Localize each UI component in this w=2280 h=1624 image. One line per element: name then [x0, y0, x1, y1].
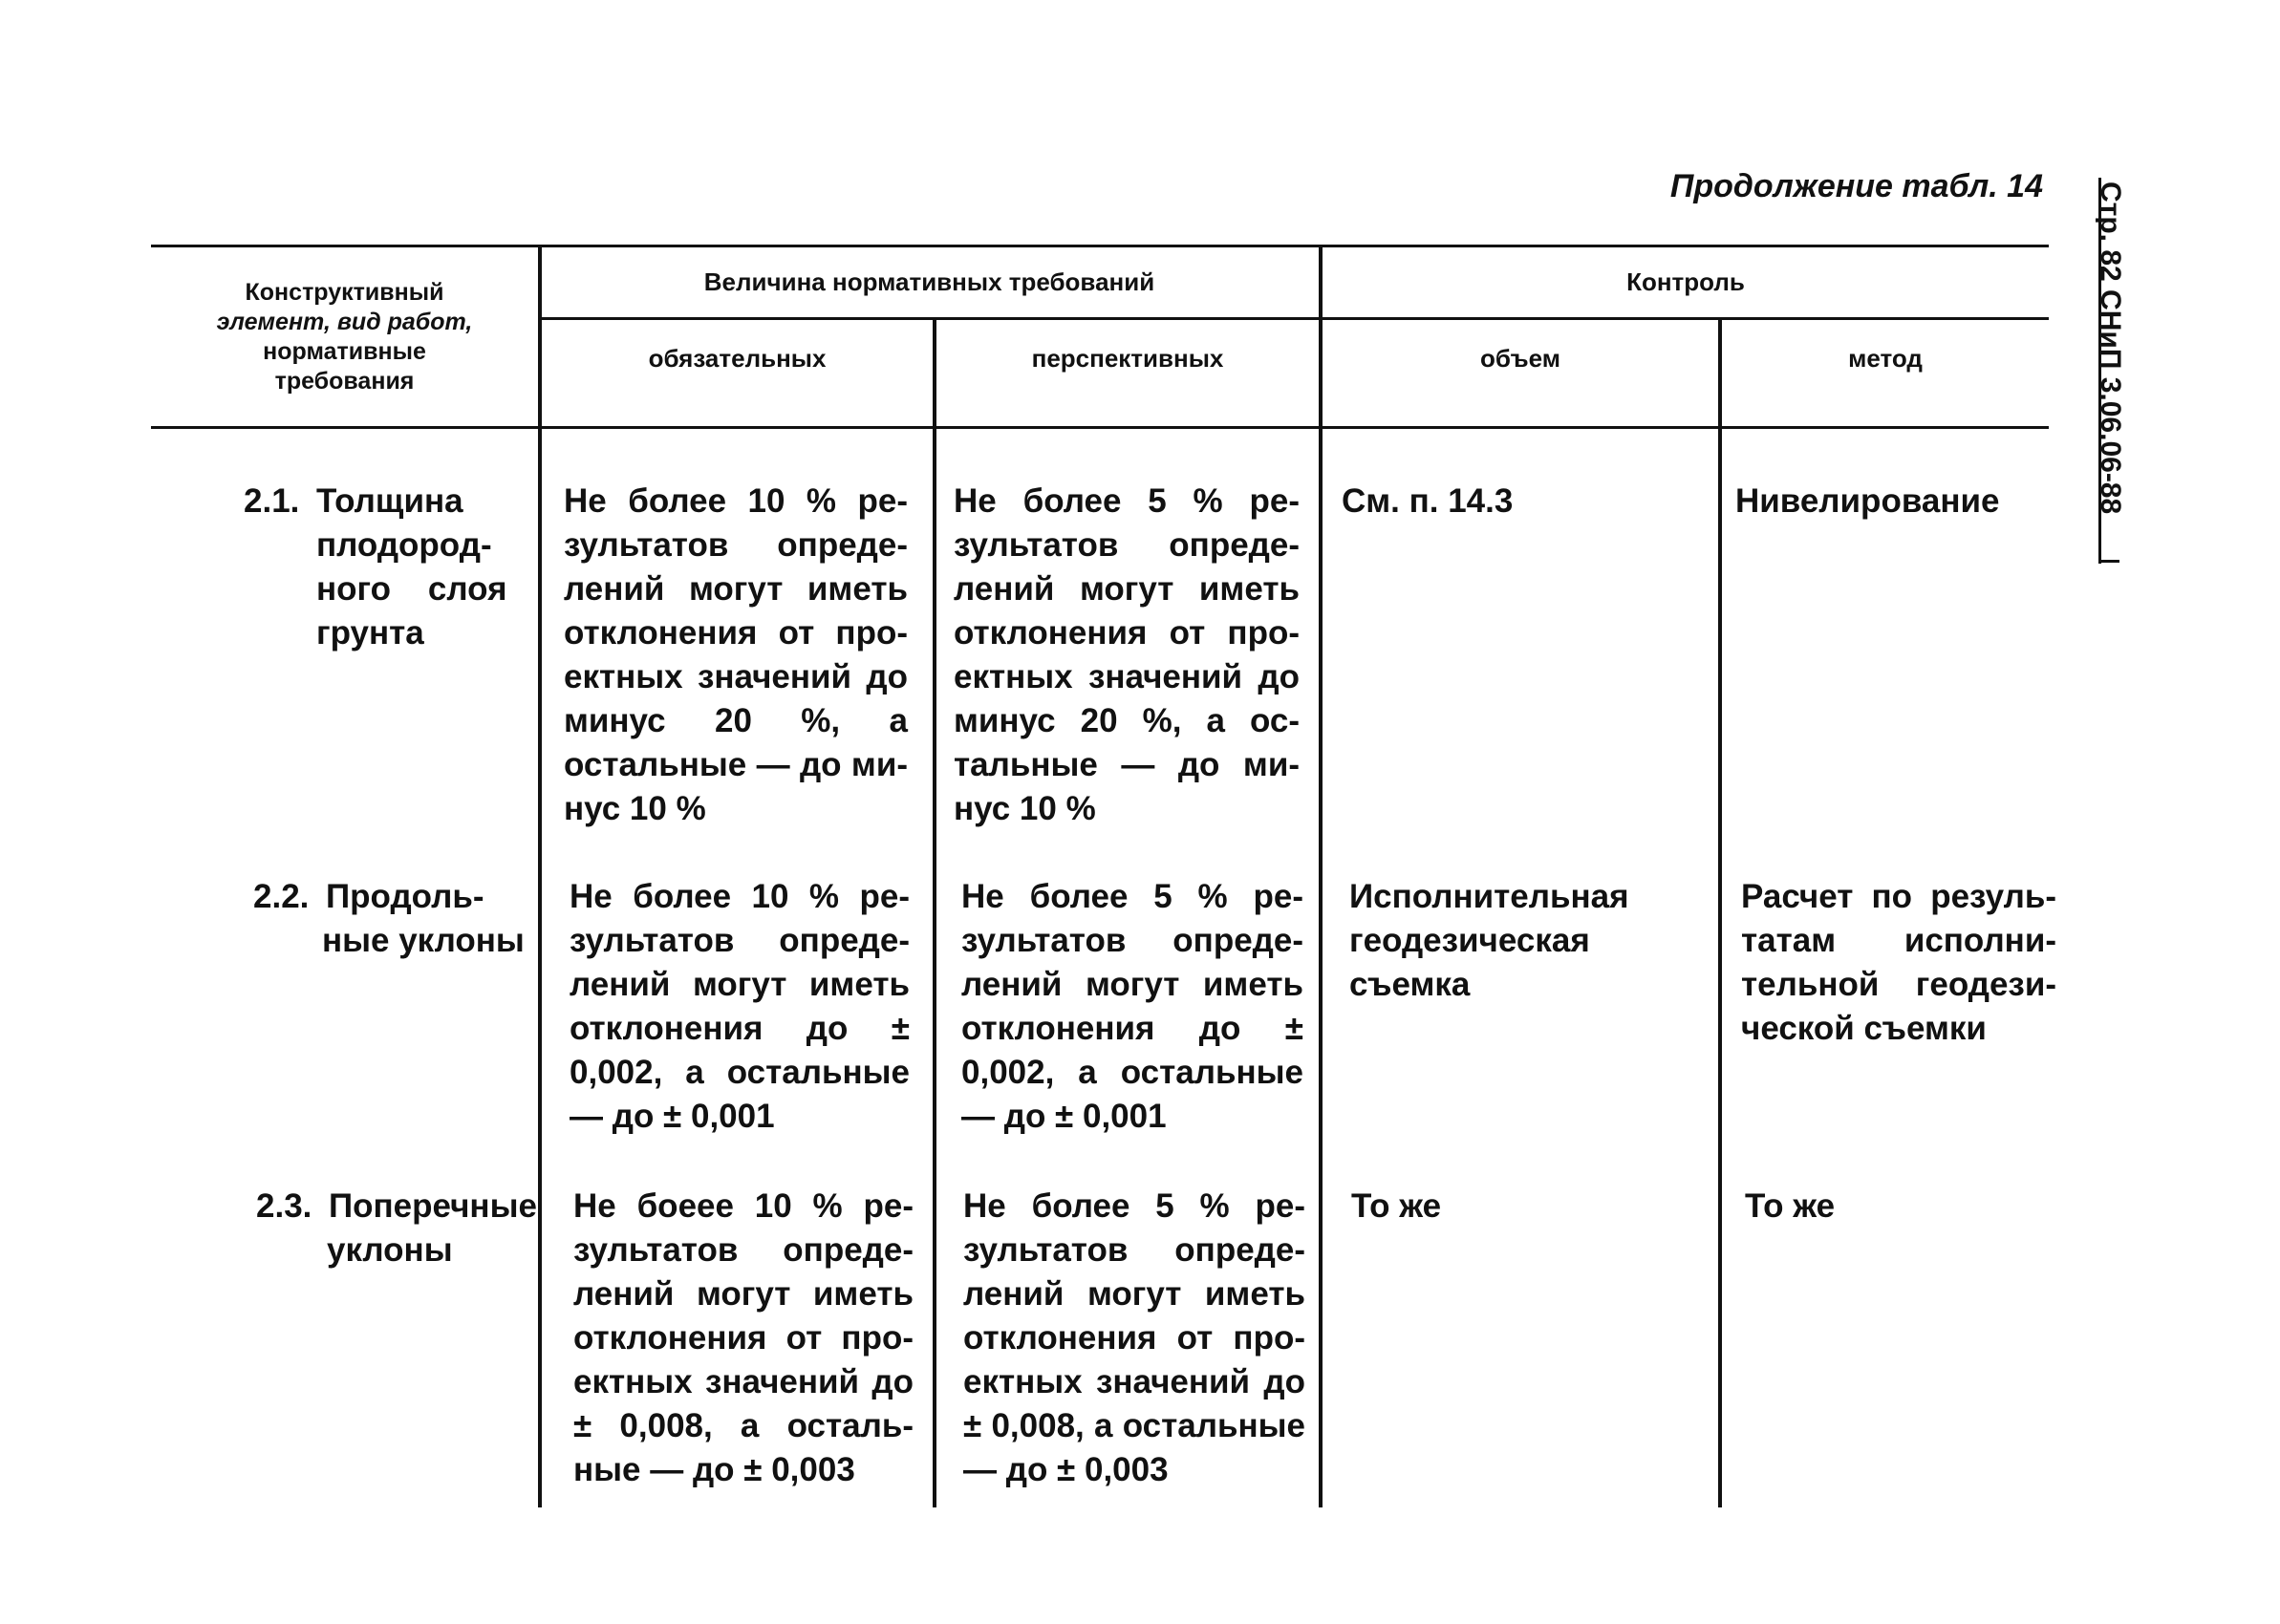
row-prospective-value: Не более 5 % результатов определений могут иметь отклонения от проектных значений до минус 20 %, а остальные — до минус 10 % — [954, 482, 1300, 827]
row-label-line: плодород- — [316, 526, 492, 564]
row-label-line: уклоны — [327, 1231, 453, 1269]
row-prospective-value: Не более 5 % результатов определений могут иметь отклонения до ± 0,002, а остальные — до ± 0,001 — [961, 878, 1303, 1135]
row-label-line: ные уклоны — [322, 922, 525, 959]
row-volume-value: Исполнительная геодезическая съемка — [1349, 878, 1629, 1003]
table-row-label — [256, 1185, 543, 1272]
header-prospective: перспективных — [1031, 343, 1224, 373]
table-row-label — [244, 480, 530, 655]
column-divider-2 — [933, 319, 936, 1507]
header-bottom-rule — [151, 426, 2049, 429]
row-method-value: То же — [1745, 1187, 1836, 1225]
header-col1-line: Конструктивный — [245, 279, 444, 306]
row-label-line: Поперечные — [329, 1187, 537, 1225]
header-mandatory: обязательных — [648, 343, 827, 373]
row-mandatory-value: Не боеее 10 % результатов определений могут иметь отклонения от проектных значений до ± 0,008, а остальные — до ± 0,003 — [573, 1187, 914, 1488]
row-prospective-value: Не более 5 % результатов определений могут иметь отклонения от проектных значений до ± 0,008, а остальные — до ± 0,003 — [963, 1187, 1305, 1488]
row-method-value: Расчет по результатам исполнительной геодезической съемки — [1741, 878, 2056, 1047]
row-number: 2.3. — [256, 1187, 312, 1225]
row-volume-value: См. п. 14.3 — [1342, 482, 1514, 520]
row-number: 2.1. — [244, 482, 300, 520]
continuation-title: Продолжение табл. 14 — [1669, 168, 2043, 204]
row-method-value: Нивелирование — [1735, 482, 2000, 520]
row-volume-value: То же — [1351, 1187, 1442, 1225]
column-divider-3 — [1319, 246, 1323, 1507]
row-mandatory-value: Не более 10 % результатов определений могут иметь отклонения от проектных значений до минус 20 %, а остальные — до минус 10 % — [564, 482, 908, 827]
table-row-label — [253, 875, 540, 963]
header-group-rule — [540, 317, 2049, 320]
header-method: метод — [1848, 343, 1923, 373]
table-top-rule — [151, 245, 2049, 247]
row-label-line: ного слоя — [316, 570, 507, 608]
header-requirements-group: Величина нормативных требований — [703, 267, 1155, 296]
header-col1-line: нормативные — [263, 338, 426, 365]
row-mandatory-value: Не более 10 % результатов определений могут иметь отклонения до ± 0,002, а остальные — до ± 0,001 — [570, 878, 910, 1135]
row-label-line: грунта — [316, 614, 424, 652]
side-page-reference: Стр. 82 СНиП 3.06.06-88 — [2095, 182, 2126, 515]
column-divider-4 — [1718, 319, 1722, 1507]
row-label-line: Продоль- — [326, 878, 484, 915]
row-label-line: Толщина — [316, 482, 463, 520]
header-col1-line: элемент, вид работ, — [216, 309, 473, 335]
row-number: 2.2. — [253, 878, 310, 915]
header-control-group: Контроль — [1626, 267, 1745, 296]
header-volume: объем — [1480, 343, 1560, 373]
header-structural-element — [151, 258, 538, 417]
header-col1-line: требования — [274, 368, 415, 395]
